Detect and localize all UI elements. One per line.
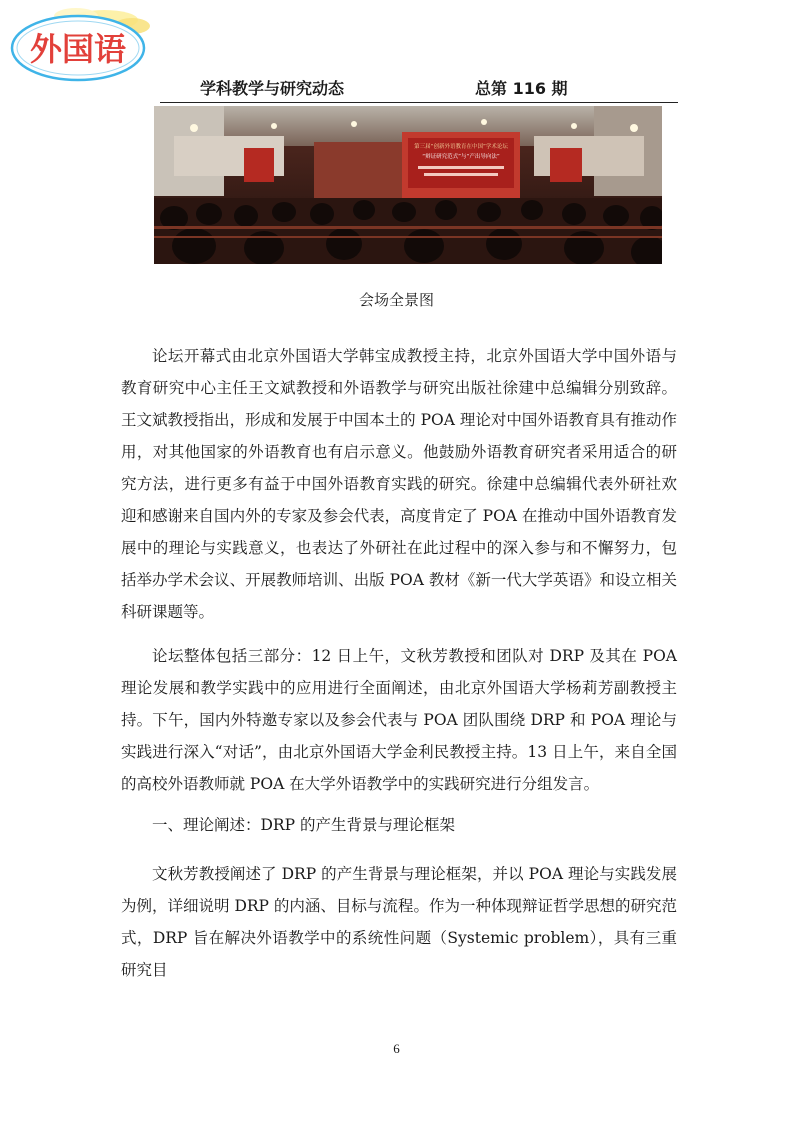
- logo-badge-graphic: [6, 6, 156, 84]
- paragraph-forum-structure: 论坛整体包括三部分：12 日上午，文秋芳教授和团队对 DRP 及其在 POA 理论发展和教学实践中的应用进行全面阐述，由北京外国语大学杨莉芳副教授主持。下午，国内外特邀专家以及参会代表与 POA 团队围绕 DRP 和 POA 理论与实践进行深入“对话”，由北京外国语大学金利民教授主持。13 日上午，来自全国的高校外语教师就 POA 在大学外语教学中的实践研究进行分组发言。: [121, 647, 677, 793]
- screen-title: 第三届“创新外语教育在中国”学术论坛: [414, 144, 508, 150]
- section-heading: 一、理论阐述：DRP 的产生背景与理论框架: [152, 816, 455, 834]
- page-header: [200, 76, 678, 100]
- logo: [6, 6, 156, 84]
- paragraph-opening-ceremony: 论坛开幕式由北京外国语大学韩宝成教授主持，北京外国语大学中国外语与教育研究中心主任王文斌教授和外语教学与研究出版社徐建中总编辑分别致辞。王文斌教授指出，形成和发展于中国本土的 POA 理论对中国外语教育具有推动作用，对其他国家的外语教育也有启示意义。他鼓励外语教育研究者采用适合的研究方法，进行更多有益于中国外语教育实践的研究。徐建中总编辑代表外研社欢迎和感谢来自国内外的专家及参会代表，高度肯定了 POA 在推动中国外语教育发展中的理论与实践意义，也表达了外研社在此过程中的深入参与和不懈努力，包括举办学术会议、开展教师培训、出版 POA 教材《新一代大学英语》和设立相关科研课题等。: [121, 347, 677, 621]
- page-number: 6: [393, 1041, 400, 1056]
- logo-text: 外国语: [29, 30, 127, 68]
- paragraph-drp-theory: 文秋芳教授阐述了 DRP 的产生背景与理论框架，并以 POA 理论与实践发展为例，详细说明 DRP 的内涵、目标与流程。作为一种体现辩证哲学思想的研究范式，DRP 旨在解决外语教学中的系统性问题（Systemic problem），具有三重研究目: [121, 865, 677, 979]
- photo-caption: 会场全景图: [358, 291, 434, 309]
- journal-title: 学科教学与研究动态: [200, 79, 345, 98]
- header-rule: [160, 102, 678, 103]
- venue-photo: [154, 106, 662, 264]
- issue-number: 总第 116 期: [475, 79, 568, 98]
- screen-subtitle: “辩证研究范式”与“产出导向法”: [422, 154, 500, 160]
- conference-hall-image: [154, 106, 662, 264]
